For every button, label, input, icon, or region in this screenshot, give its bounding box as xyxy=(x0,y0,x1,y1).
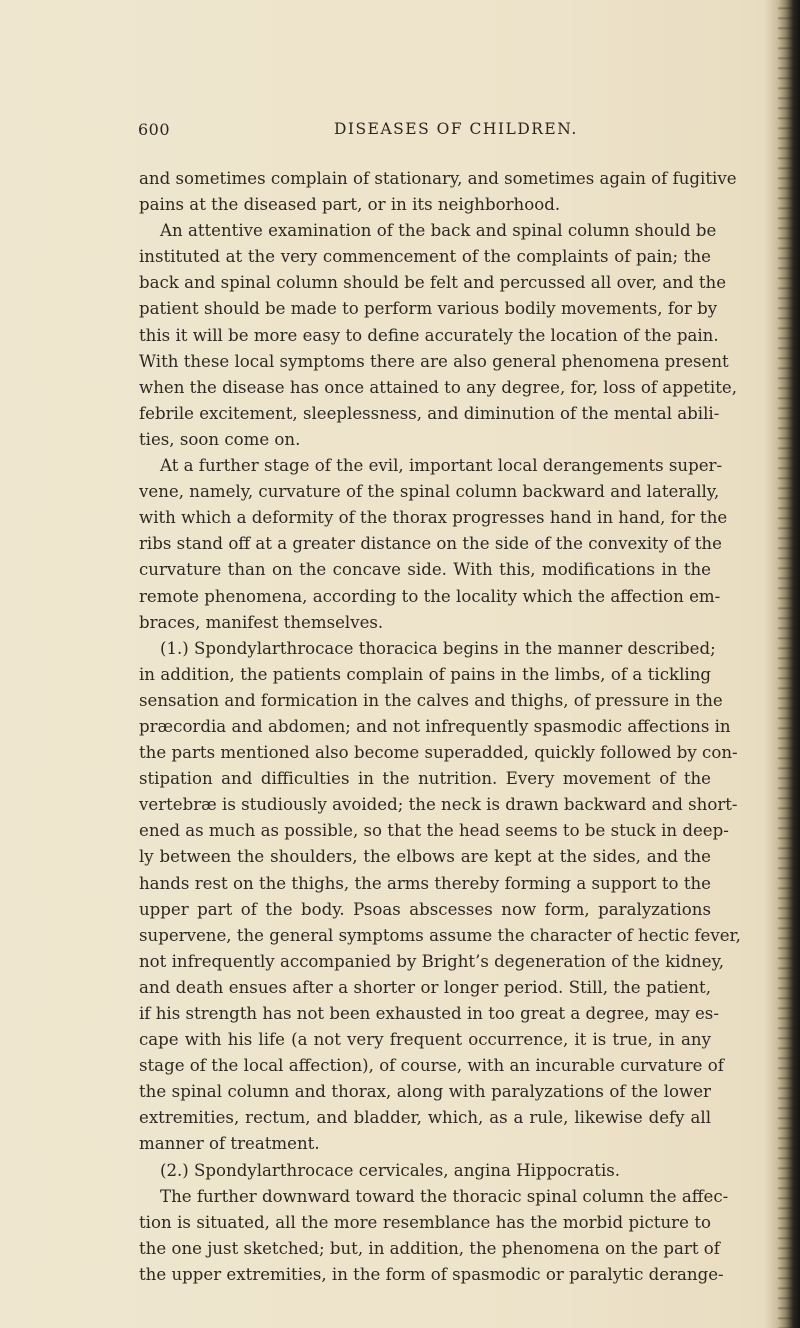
binding-shadow xyxy=(764,0,778,1328)
text-line: hands rest on the thighs, the arms thereby forming a support to the xyxy=(139,873,711,893)
text-line: præcordia and abdomen; and not infrequently spasmodic affections in xyxy=(139,716,731,736)
body-text xyxy=(139,166,741,1288)
text-line: the parts mentioned also become superadded, quickly followed by con- xyxy=(139,743,738,763)
text-line: The further downward toward the thoracic spinal column the affec- xyxy=(160,1186,729,1206)
text-line: vertebræ is studiously avoided; the neck is drawn backward and short- xyxy=(139,795,738,815)
text-line: upper part of the body. Psoas abscesses now form, paralyzations xyxy=(139,899,711,919)
text-line: in addition, the patients complain of pains in the limbs, of a tickling xyxy=(139,664,711,684)
text-line: ribs stand off at a greater distance on the side of the convexity of the xyxy=(139,534,722,554)
text-line: (1.) Spondylarthrocace thoracica begins in the manner described; xyxy=(160,638,716,658)
text-line: manner of treatment. xyxy=(139,1134,320,1154)
book-binding-edge xyxy=(778,0,800,1328)
text-line: instituted at the very commencement of the complaints of pain; the xyxy=(139,247,711,267)
text-line: this it will be more easy to define accurately the location of the pain. xyxy=(139,325,719,345)
text-line: and sometimes complain of stationary, and sometimes again of fugitive xyxy=(139,169,737,188)
text-line: vene, namely, curvature of the spinal column backward and laterally, xyxy=(139,482,720,502)
text-line: the spinal column and thorax, along with paralyzations of the lower xyxy=(139,1082,711,1102)
running-head: DISEASES OF CHILDREN. xyxy=(334,120,578,138)
text-line: sensation and formication in the calves and thighs, of pressure in the xyxy=(139,690,723,710)
page-header xyxy=(138,120,718,144)
text-line: With these local symptoms there are also general phenomena present xyxy=(139,351,729,371)
text-line: pains at the diseased part, or in its neighborhood. xyxy=(139,195,561,215)
text-line: if his strength has not been exhausted in too great a degree, may es- xyxy=(139,1004,719,1023)
text-line: An attentive examination of the back and spinal column should be xyxy=(160,221,717,241)
text-line: the upper extremities, in the form of spasmodic or paralytic derange- xyxy=(139,1264,724,1284)
text-line: with which a deformity of the thorax progresses hand in hand, for the xyxy=(139,508,728,528)
text-line: curvature than on the concave side. With this, modifications in the xyxy=(139,560,711,580)
text-line: ly between the shoulders, the elbows are kept at the sides, and the xyxy=(139,847,711,867)
text-line: stipation and difficulties in the nutrition. Every movement of the xyxy=(139,769,711,789)
text-line: supervene, the general symptoms assume the character of hectic fever, xyxy=(139,925,741,945)
text-line: when the disease has once attained to any degree, for, loss of appetite, xyxy=(139,377,738,397)
text-line: stage of the local affection), of course, with an incurable curvature of xyxy=(139,1056,724,1076)
text-line: back and spinal column should be felt and percussed all over, and the xyxy=(139,273,727,293)
text-line: braces, manifest themselves. xyxy=(139,612,384,632)
section-heading-line: (2.) Spondylarthrocace cervicales, angina Hippocratis. xyxy=(160,1160,621,1180)
text-line: cape with his life (a not very frequent occurrence, it is true, in any xyxy=(139,1030,711,1050)
text-line: tion is situated, all the more resemblance has the morbid picture to xyxy=(139,1212,711,1232)
text-line: At a further stage of the evil, important local derangements super- xyxy=(160,456,723,476)
text-line: ened as much as possible, so that the head seems to be stuck in deep- xyxy=(139,821,729,841)
text-line: extremities, rectum, and bladder, which, as a rule, likewise defy all xyxy=(139,1108,711,1128)
text-line: the one just sketched; but, in addition, the phenomena on the part of xyxy=(139,1238,720,1258)
page-number: 600 xyxy=(138,120,171,139)
text-line: patient should be made to perform various bodily movements, for by xyxy=(139,299,718,319)
text-line: not infrequently accompanied by Bright’s degeneration of the kidney, xyxy=(139,951,725,971)
text-line: ties, soon come on. xyxy=(139,429,301,449)
text-line: remote phenomena, according to the locality which the affection em- xyxy=(139,586,721,606)
text-line: febrile excitement, sleeplessness, and diminution of the mental abili- xyxy=(139,403,720,423)
text-line: and death ensues after a shorter or longer period. Still, the patient, xyxy=(139,977,711,997)
